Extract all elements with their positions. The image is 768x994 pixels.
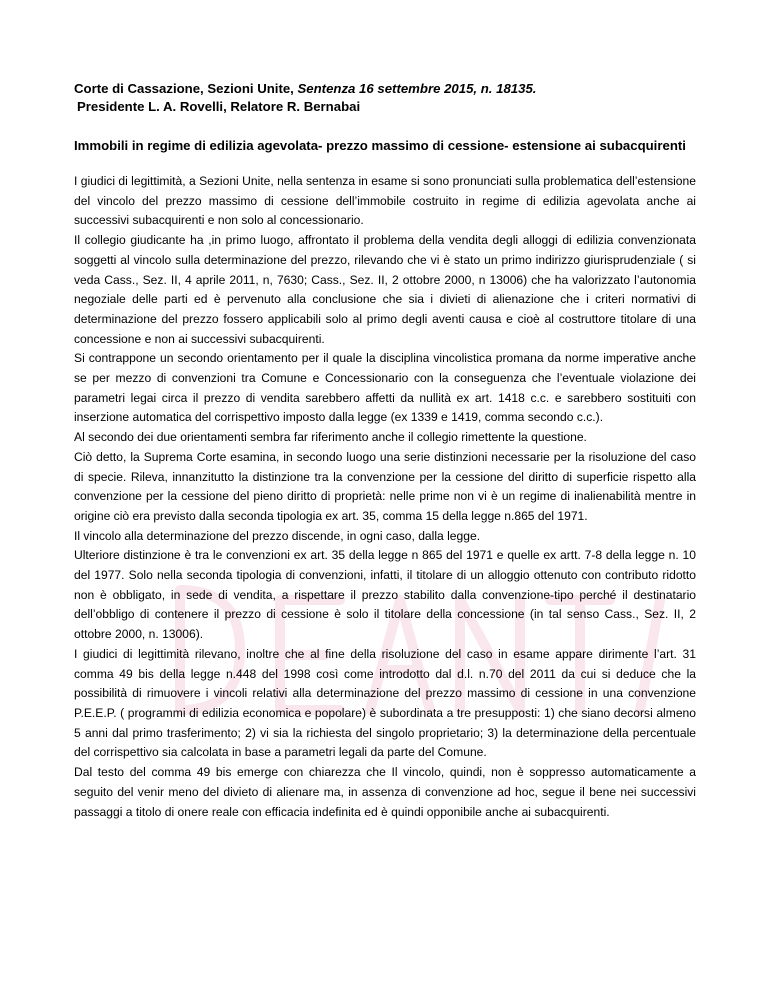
- document-page: [74, 80, 696, 822]
- document-title: Immobili in regime di edilizia agevolata- prezzo massimo di cessione- estensione ai subacquirenti: [74, 138, 686, 153]
- paragraph: Il collegio giudicante ha ,in primo luogo, affrontato il problema della vendita degli alloggi di edilizia convenzionata soggetti al vincolo sulla determinazione del prezzo, rilevando che vi è stato un primo indirizzo giurisprudenziale ( si veda Cass., Sez. II, 4 aprile 2011, n, 7630; Cass., Sez. II, 2 ottobre 2000, n 13006) che ha valorizzato l’autonomia negoziale delle parti ed è pervenuto alla conclusione che sia i divieti di alienazione che i criteri normativi di determinazione del prezzo fossero applicabili solo al primo degli aventi causa e cioè al costruttore titolare di una concessione e non ai successivi subacquirenti.: [74, 233, 696, 346]
- paragraph: Il vincolo alla determinazione del prezzo discende, in ogni caso, dalla legge.: [74, 528, 481, 543]
- paragraph: Al secondo dei due orientamenti sembra far riferimento anche il collegio rimettente la questione.: [74, 430, 587, 445]
- paragraph: Ciò detto, la Suprema Corte esamina, in secondo luogo una serie distinzioni necessarie per la risoluzione del caso di specie. Rileva, innanzitutto la distinzione tra la convenzione per la cessione del diritto di superficie rispetto alla convenzione per la cessione del pieno diritto di proprietà: nelle prime non vi è un regime di inalienabilità mentre in origine ciò era previsto dalla seconda tipologia ex art. 35, comma 15 della legge n.865 del 1971.: [74, 449, 696, 523]
- paragraph: I giudici di legittimità, a Sezioni Unite, nella sentenza in esame si sono pronunciati sulla problematica dell’estensione del vincolo del prezzo massimo di cessione dell’immobile costruito in regime di edilizia agevolata anche ai successivi subacquirenti e non solo al concessionario.: [74, 174, 696, 228]
- sentence-reference: Sentenza 16 settembre 2015, n. 18135.: [297, 81, 537, 96]
- paragraph: Dal testo del comma 49 bis emerge con chiarezza che Il vincolo, quindi, non è soppresso automaticamente a seguito del venir meno del divieto di alienare ma, in assenza di convenzione ad hoc, segue il bene nei successivi passaggi a titolo di onere reale con efficacia indefinita ed è quindi opponibile anche ai subacquirenti.: [74, 765, 696, 819]
- document-body: [74, 172, 696, 822]
- judges-line: Presidente L. A. Rovelli, Relatore R. Bernabai: [77, 99, 361, 114]
- court-name: Corte di Cassazione, Sezioni Unite,: [74, 81, 298, 96]
- paragraph: Ulteriore distinzione è tra le convenzioni ex art. 35 della legge n 865 del 1971 e quelle ex artt. 7-8 della legge n. 10 del 1977. Solo nella seconda tipologia di convenzioni, infatti, il titolare di un alloggio ottenuto con contributo ridotto non è obbligato, in sede di vendita, a rispettare il prezzo stabilito dalla convenzione-tipo perché il destinatario dell’obbligo di contenere il prezzo di cessione è solo il titolare della concessione (in tal senso Cass., Sez. II, 2 ottobre 2000, n. 13006).: [74, 548, 696, 642]
- paragraph: I giudici di legittimità rilevano, inoltre che al fine della risoluzione del caso in esame appare dirimente l’art. 31 comma 49 bis della legge n.448 del 1998 così come introdotto dal d.l. n.70 del 2011 da cui si deduce che la possibilità di rimuovere i vincoli relativi alla determinazione del prezzo massimo di cessione in una convenzione P.E.E.P. ( programmi di edilizia economica e popolare) è subordinata a tre presupposti: 1) che siano decorsi almeno 5 anni dal primo trasferimento; 2) vi sia la richiesta del singolo proprietario; 3) la determinazione della percentuale del corrispettivo sia calcolata in base a parametri legali da parte del Comune.: [74, 646, 696, 760]
- ruling-reference: [74, 80, 696, 98]
- paragraph: Si contrappone un secondo orientamento per il quale la disciplina vincolistica promana da norme imperative anche se per mezzo di convenzioni tra Comune e Concessionario con la conseguenza che l’eventuale violazione dei parametri legai circa il prezzo di vendita sarebbero affetti da nullità ex art. 1418 c.c. e sarebbero sostituiti con inserzione automatica del corrispettivo imposto dalla legge (ex 1339 e 1419, comma secondo c.c.).: [74, 351, 696, 425]
